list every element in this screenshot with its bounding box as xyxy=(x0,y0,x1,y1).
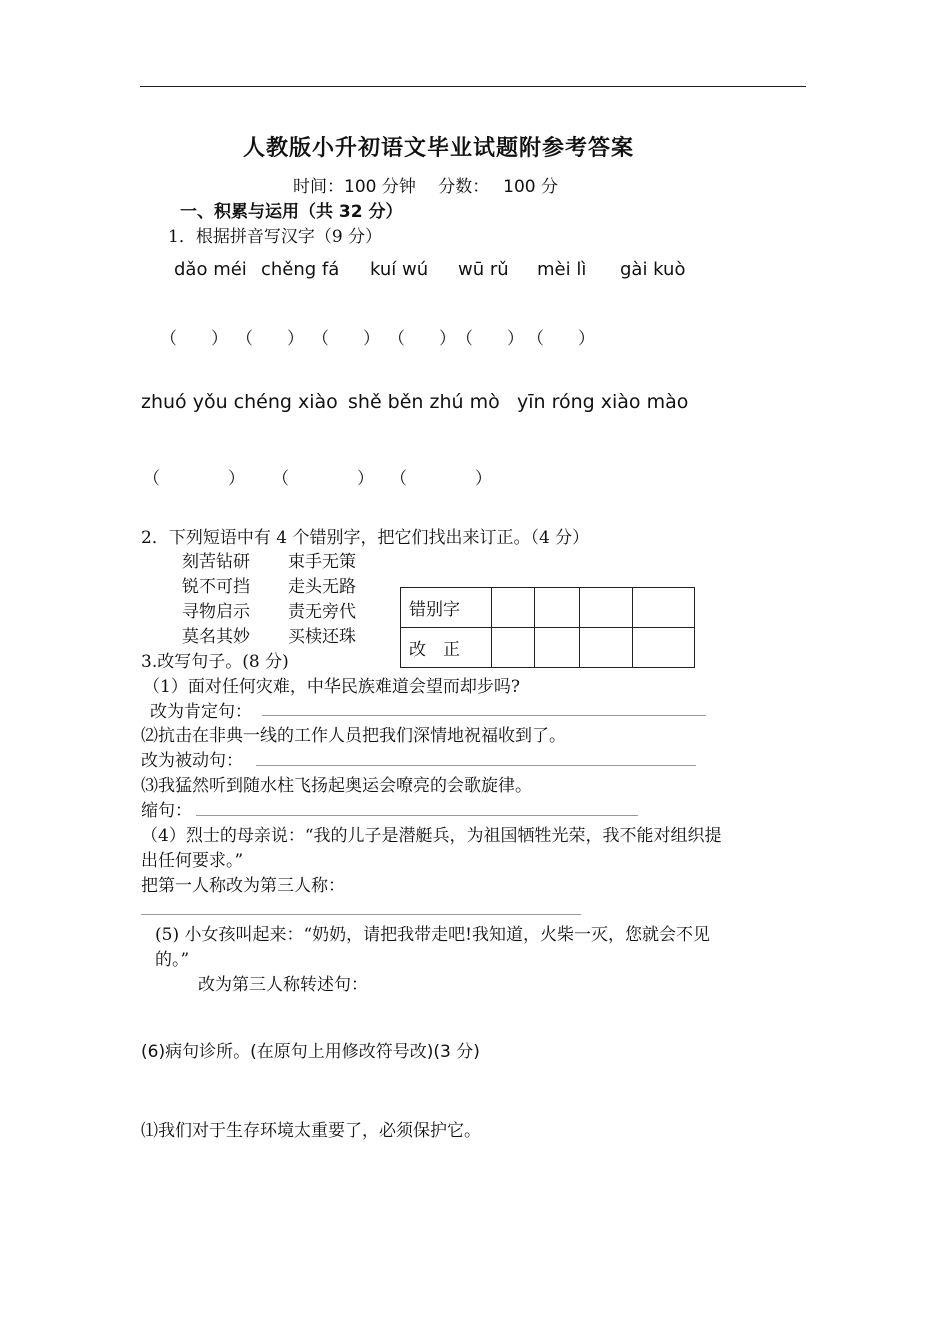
prompt: 改为肯定句： xyxy=(150,702,252,722)
answer-blank[interactable]: （ ） xyxy=(312,329,380,349)
pinyin-item: mèi lì xyxy=(537,259,587,280)
pinyin-item: gài kuò xyxy=(620,259,686,280)
prompt: 把第一人称改为第三人称： xyxy=(141,876,345,896)
table-label-fix: 改 正 xyxy=(401,628,492,668)
pinyin-item: kuí wú xyxy=(370,259,429,280)
phrase: 刻苦钻研 xyxy=(182,552,250,572)
sentence: 出任何要求。” xyxy=(141,851,244,871)
sentence: ⑴我们对于生存环境太重要了，必须保护它。 xyxy=(141,1121,481,1141)
q1-heading: 1．根据拼音写汉字（9 分） xyxy=(168,227,383,247)
sentence: (6)病句诊所。(在原句上用修改符号改)(3 分) xyxy=(141,1042,480,1062)
answer-cell[interactable] xyxy=(633,588,695,628)
pinyin-item: shě běn zhú mò xyxy=(348,391,500,413)
answer-cell[interactable] xyxy=(633,628,695,668)
phrase: 锐不可挡 xyxy=(182,577,250,597)
pinyin-item: zhuó yǒu chéng xiào xyxy=(141,391,338,413)
prompt: 改为被动句： xyxy=(141,751,243,771)
answer-blank[interactable]: （ ） xyxy=(527,329,595,349)
answer-cell[interactable] xyxy=(580,628,633,668)
top-rule xyxy=(140,86,806,87)
answer-blank[interactable]: （ ） xyxy=(160,329,228,349)
sentence: ⑶我猛然听到随水柱飞扬起奥运会嘹亮的会歌旋律。 xyxy=(141,776,532,796)
pinyin-item: yīn róng xiào mào xyxy=(517,391,689,413)
page-title: 人教版小升初语文毕业试题附参考答案 xyxy=(243,135,635,161)
answer-cell[interactable] xyxy=(492,628,535,668)
phrase: 买椟还珠 xyxy=(288,627,356,647)
q2-heading: 2．下列短语中有 4 个错别字，把它们找出来订正。（4 分） xyxy=(141,528,590,548)
exam-meta: 时间：100 分钟 分数： 100 分 xyxy=(293,177,559,197)
answer-blank[interactable]: （ ） xyxy=(143,469,245,489)
sentence: 的。” xyxy=(155,950,190,970)
phrase: 责无旁代 xyxy=(288,602,356,622)
table-label-wrong: 错别字 xyxy=(401,588,492,628)
pinyin-item: dǎo méi xyxy=(174,259,247,280)
table-row xyxy=(401,588,695,628)
phrase: 走头无路 xyxy=(288,577,356,597)
phrase: 莫名其妙 xyxy=(182,627,250,647)
phrase: 寻物启示 xyxy=(182,602,250,622)
answer-line[interactable] xyxy=(141,914,581,915)
answer-cell[interactable] xyxy=(535,588,580,628)
answer-blank[interactable]: （ ） xyxy=(236,329,304,349)
answer-line[interactable] xyxy=(256,765,696,766)
sentence: （1）面对任何灾难，中华民族难道会望而却步吗? xyxy=(143,677,520,697)
answer-blank[interactable]: （ ） xyxy=(388,329,456,349)
q3-heading: 3.改写句子。(8 分) xyxy=(141,652,289,672)
prompt: 改为第三人称转述句： xyxy=(198,975,368,995)
phrase: 束手无策 xyxy=(288,552,356,572)
prompt: 缩句： xyxy=(141,801,192,821)
sentence: （4）烈士的母亲说：“我的儿子是潜艇兵，为祖国牺牲光荣，我不能对组织提 xyxy=(141,826,722,846)
answer-cell[interactable] xyxy=(492,588,535,628)
answer-blank[interactable]: （ ） xyxy=(456,329,524,349)
answer-cell[interactable] xyxy=(580,588,633,628)
answer-blank[interactable]: （ ） xyxy=(390,469,492,489)
answer-line[interactable] xyxy=(262,715,706,716)
section-heading: 一、积累与运用（共 32 分） xyxy=(180,202,403,222)
pinyin-item: chěng fá xyxy=(261,259,340,280)
answer-line[interactable] xyxy=(196,815,638,816)
table-row xyxy=(401,628,695,668)
answer-blank[interactable]: （ ） xyxy=(272,469,374,489)
sentence: ⑵抗击在非典一线的工作人员把我们深情地祝福收到了。 xyxy=(141,726,566,746)
answer-cell[interactable] xyxy=(535,628,580,668)
sentence: (5) 小女孩叫起来：“奶奶，请把我带走吧!我知道，火柴一灭，您就会不见 xyxy=(155,925,711,945)
pinyin-item: wū rǔ xyxy=(458,259,509,280)
correction-table xyxy=(400,587,695,668)
